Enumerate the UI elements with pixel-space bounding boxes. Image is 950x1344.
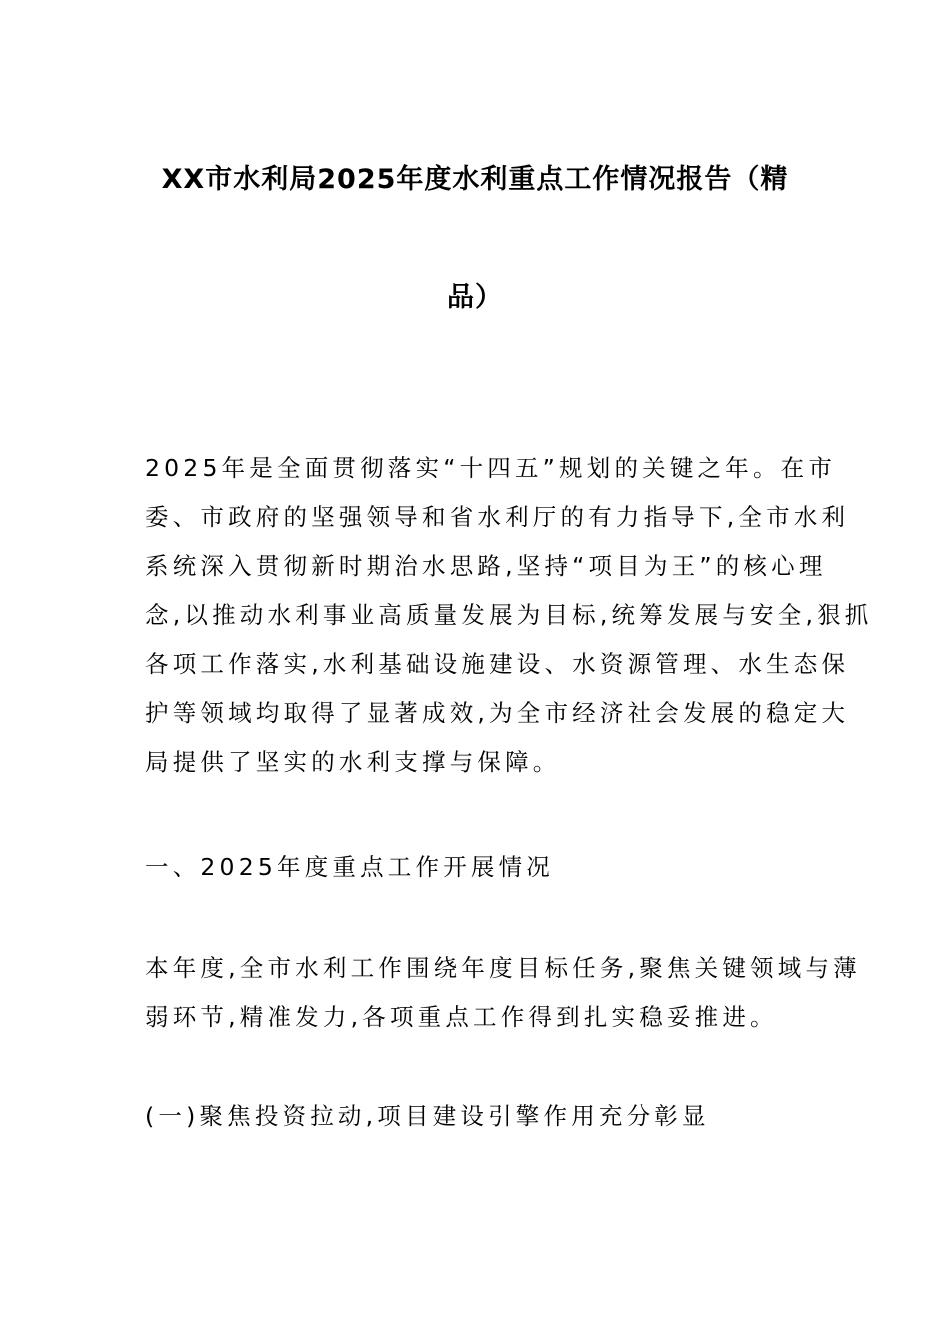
paragraph-line: 各项工作落实,水利基础设施建设、水资源管理、水生态保	[145, 650, 850, 678]
document-title-line-2: 品）	[447, 282, 503, 313]
subsection-1-heading	[145, 1092, 810, 1141]
paragraph-line: 本年度,全市水利工作围绕年度目标任务,聚焦关键领域与薄	[145, 954, 861, 982]
heading-text: (一)聚焦投资拉动,项目建设引擎作用充分彰显	[145, 1102, 710, 1130]
section-1-paragraph	[145, 944, 861, 1042]
paragraph-line: 念,以推动水利事业高质量发展为目标,统筹发展与安全,狠抓	[145, 601, 873, 629]
intro-paragraph	[145, 444, 873, 787]
section-1-heading	[145, 843, 810, 892]
paragraph-line: 委、市政府的坚强领导和省水利厅的有力指导下,全市水利	[145, 503, 850, 531]
paragraph-line: 2025年是全面贯彻落实“十四五”规划的关键之年。在市	[145, 454, 837, 482]
paragraph-line: 护等领域均取得了显著成效,为全市经济社会发展的稳定大	[145, 699, 850, 727]
paragraph-line: 局提供了坚实的水利支撑与保障。	[145, 748, 561, 776]
document-title-line-1: XX市水利局2025年度水利重点工作情况报告（精	[161, 164, 789, 195]
heading-text: 一、2025年度重点工作开展情况	[145, 853, 555, 881]
paragraph-line: 弱环节,精准发力,各项重点工作得到扎实稳妥推进。	[145, 1003, 778, 1031]
paragraph-line: 系统深入贯彻新时期治水思路,坚持“项目为王”的核心理	[145, 552, 827, 580]
